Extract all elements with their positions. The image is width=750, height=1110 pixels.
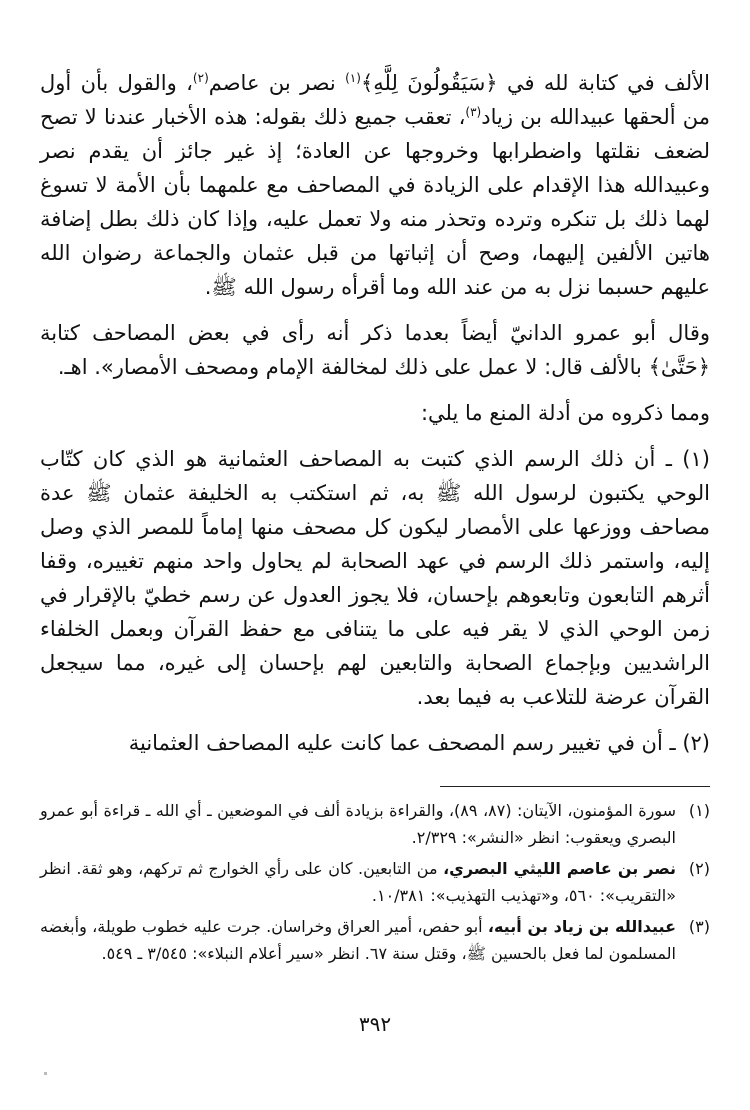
footnote (40, 913, 710, 967)
text-run: ، والقول بأن أول من ألحقها عبيدالله بن زياد (40, 71, 710, 129)
footnote-number: (١) (688, 801, 710, 820)
paragraph-4: (١) ـ أن ذلك الرسم الذي كتبت به المصاحف العثمانية هو الذي كان كتّاب الوحي يكتبون لرسول الله ﷺ به، ثم استكتب به الخليفة عثمان ﷺ عدة مصاحف ووزعها على الأمصار ليكون كل مصحف منها إماماً للمصر الذي وصل إليه، واستمر ذلك الرسم في عهد الصحابة لم يحاول واحد منهم تغييره، وقفا أثرهم التابعون وتابعوهم بإحسان، فلا يجوز العدول عن رسم خطيّ بالإقرار في زمن الوحي الذي لا يقر فيه على ما يتنافى مع حفظ القرآن وبعمل الخلفاء الراشديين وبإجماع الصحابة والتابعين لهم بإحسان إلى غيره، مما سيجعل القرآن عرضة للتلاعب به فيما بعد. (40, 447, 710, 709)
footnote-text (40, 855, 676, 909)
footnote-number: (٢) (688, 859, 710, 878)
page-number: ٣٩٢ (358, 1012, 392, 1036)
paragraph-3: ومما ذكروه من أدلة المنع ما يلي: (420, 401, 710, 425)
text-run: الألف في كتابة لله في (497, 71, 710, 95)
paragraph-2 (40, 316, 710, 384)
page-content (40, 66, 710, 971)
footnote-divider (440, 786, 710, 787)
footnote (40, 797, 710, 851)
footnote-ref[interactable]: (٣) (465, 105, 482, 119)
text-run: وقال أبو عمرو الدانيّ أيضاً بعدما ذكر أنه رأى في بعض المصاحف كتابة (40, 321, 710, 345)
paragraph-5: (٢) ـ أن في تغيير رسم المصحف عما كانت عليه المصاحف العثمانية (128, 731, 710, 755)
footnote (40, 855, 710, 909)
footnote-text (40, 913, 676, 967)
footnote-body: من التابعين. كان على رأي الخوارج ثم تركهم، وهو ثقة. انظر «التقريب»: ٥٦٠، و«تهذيب التهذيب»: ١٠/٣٨١. (40, 859, 676, 905)
footnote-bold: عبيدالله بن زياد بن أبيه، (487, 917, 677, 936)
footnote-number: (٣) (688, 917, 710, 936)
text-run: بالألف قال: لا عمل على ذلك لمخالفة الإمام ومصحف الأمصار». اهـ. (57, 355, 649, 379)
footnote-ref[interactable]: (٢) (192, 71, 209, 85)
footnote-body: سورة المؤمنون، الآيتان: (٨٧، ٨٩)، والقراءة بزيادة ألف في الموضعين ـ أي الله ـ قراءة أبو عمرو البصري ويعقوب: انظر «النشر»: ٢/٣٢٩. (40, 801, 677, 847)
text-run: ، تعقب جميع ذلك بقوله: هذه الأخبار عندنا لا تصح لضعف نقلتها واضطرابها وخروجها عن العادة؛ إذ غير جائز أن يقدم نصر وعبيدالله هذا الإقدام على الزيادة في المصاحف مع علمهما بأن الأمة لا تسوغ لهما ذلك بل تنكره وترده وتحذر منه ولا تعمل عليه، وإذا كان ذلك بطل إضافة هاتين الألفين إليهما، وصح أن إثباتها من قبل عثمان والجماعة رضوان الله عليهم حسبما نزل به من عند الله وما أقرأه رسول الله ﷺ. (40, 105, 710, 299)
quran-quote: ﴿سَيَقُولُونَ لِلَّهِ﴾ (360, 71, 498, 95)
quran-quote: ﴿حَتَّىٰ﴾ (648, 355, 710, 379)
footnote-bold: نصر بن عاصم الليثي البصري، (443, 859, 676, 878)
paragraph-1 (40, 66, 710, 304)
footnote-text (40, 797, 676, 851)
footnote-ref[interactable]: (١) (345, 71, 361, 85)
footnote-body: أبو حفص، أمير العراق وخراسان. جرت عليه خطوب طويلة، وأبغضه المسلمون لما فعل بالحسين ﷺ، وقتل سنة ٦٧. انظر «سير أعلام النبلاء»: ٣/٥٤٥ ـ ٥٤٩. (40, 917, 676, 963)
scan-speck (44, 1072, 47, 1075)
text-run: نصر بن عاصم (208, 71, 346, 95)
